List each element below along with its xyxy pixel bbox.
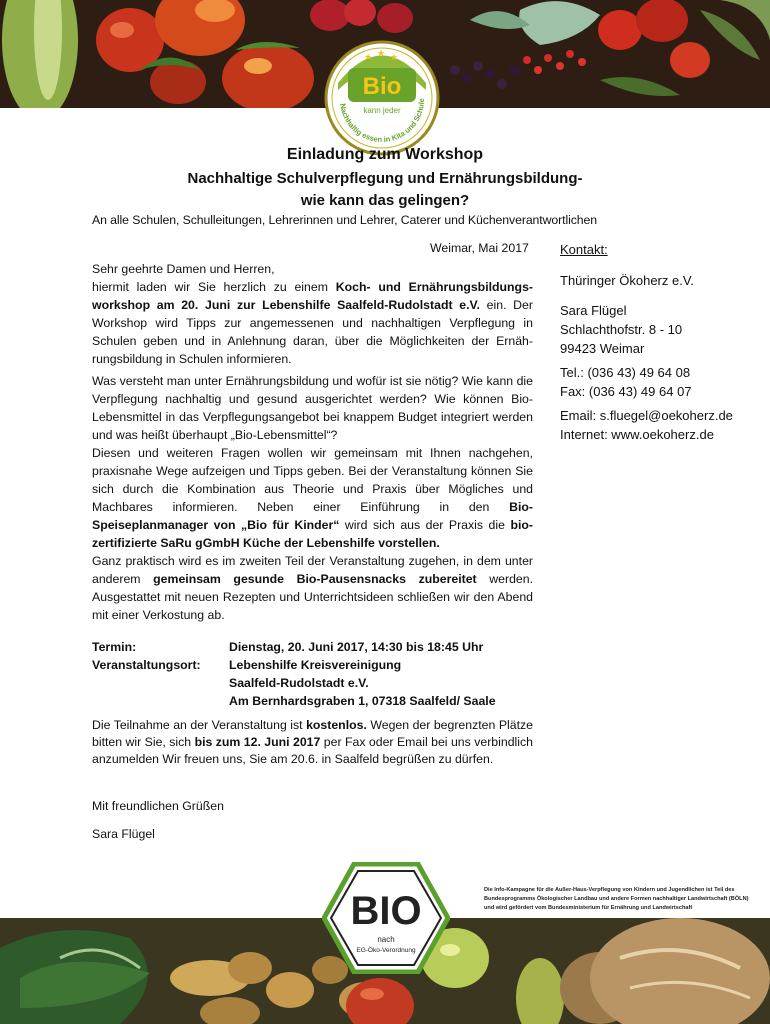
contact-block <box>560 240 765 444</box>
contact-tel[interactable]: Tel.: (036 43) 49 64 08 <box>560 365 691 380</box>
bio-kann-jeder-badge <box>322 38 442 158</box>
paragraph-2: Was versteht man unter Ernährungsbildung und wofür ist sie nötig? Wie kann die Verpflegung nachhaltig und gesund ausgerichtet werden? Wie können Bio-Lebensmittel in das Verpflegungsangebot bei knappem Budget integriert werden und was heißt überhaupt „Bio-Lebensmittel“? <box>92 374 533 442</box>
reg-deadline: bis zum 12. Juni 2017 <box>194 735 321 749</box>
bio-badge-icon <box>322 38 442 158</box>
place-date: Weimar, Mai 2017 <box>430 241 529 255</box>
contact-heading: Kontakt: <box>560 242 608 257</box>
letter-body <box>92 260 533 624</box>
venue-line-3: Am Bernhardsgraben 1, 07318 Saalfeld/ Saale <box>229 694 496 708</box>
venue-row <box>92 656 552 674</box>
p4-text-a: Ganz praktisch wird es im zweiten Teil der Veranstaltung zugehen, in dem unter anderem <box>92 554 533 586</box>
page-subtitle <box>150 168 620 212</box>
p4-highlight: gemeinsam gesunde Bio-Pausensnacks zubereitet <box>153 572 477 586</box>
seal-line-2: EG-Öko-Verordnung <box>356 947 416 954</box>
bio-seal-icon <box>322 862 450 974</box>
subtitle-line-2: wie kann das gelingen? <box>300 192 470 209</box>
paragraph-3 <box>92 444 533 552</box>
svg-text:★: ★ <box>377 49 386 59</box>
p3-text-c: wird sich aus der Praxis die <box>339 518 511 532</box>
venue-row-3 <box>92 692 552 710</box>
termin-row <box>92 638 552 656</box>
contact-street: Schlachthofstr. 8 - 10 <box>560 322 683 337</box>
greeting: Sehr geehrte Damen und Herren, <box>92 262 275 276</box>
svg-text:★: ★ <box>390 53 399 63</box>
contact-fax: Fax: (036 43) 49 64 07 <box>560 384 692 399</box>
audience-line: An alle Schulen, Schulleitungen, Lehrerinnen und Lehrer, Caterer und Küchenverantwortlichen <box>92 213 597 227</box>
termin-value: Dienstag, 20. Juni 2017, 14:30 bis 18:45 Uhr <box>229 640 484 654</box>
reg-text-e: per Fax oder Email bei uns verbindlich anzumelden Wir freuen uns, Sie am 20.6. in Saalfeld begrüßen zu dürfen. <box>92 735 533 766</box>
paragraph-4 <box>92 552 533 624</box>
contact-email[interactable]: Email: s.fluegel@oekoherz.de <box>560 408 733 423</box>
p4-text-c: werden. Ausgestattet mit neuen Rezepten und Unterrichtsideen schließen wir den Abend mit einer Verkostung ab. <box>92 572 534 622</box>
contact-name: Sara Flügel <box>560 303 627 318</box>
registration-note <box>92 717 533 768</box>
p1-text-c: ein. Der Workshop wird Tipps zur angemessenen und nachhaltigen Verpflegung in Schulen geben und in Anlehnung daran, über die Möglichkeiten der Ernäh-rungsbildung in Schulen informieren. <box>92 298 533 366</box>
venue-line-1: Lebenshilfe Kreisvereinigung <box>229 658 402 672</box>
contact-internet[interactable]: Internet: www.oekoherz.de <box>560 427 714 442</box>
svg-text:★: ★ <box>364 53 373 63</box>
venue-spacer-2 <box>92 692 229 710</box>
reg-text-a: Die Teilnahme an der Veranstaltung ist <box>92 718 307 732</box>
venue-spacer <box>92 674 229 692</box>
p3-highlight-b: Bio-Speiseplanmanager von „Bio für Kinder“ <box>92 500 533 532</box>
seal-word: BIO <box>350 889 422 933</box>
venue-line-2: Saalfeld-Rudolstadt e.V. <box>229 676 369 690</box>
p1-text-a: hiermit laden wir Sie herzlich zu einem <box>92 280 336 294</box>
closing: Mit freundlichen Grüßen <box>92 799 224 813</box>
paragraph-1 <box>92 278 533 368</box>
page-title: Einladung zum Workshop <box>286 146 484 163</box>
reg-free: kostenlos. <box>306 718 367 732</box>
p3-text-a: Diesen und weiteren Fragen wollen wir gemeinsam mit Ihnen nachgehen, praxisnahe Wege aufzeigen und Tipps geben. Bei der Veranstaltung können Sie sich durch die Kombination aus Theorie und Praxis über Mögliches und Machbares informieren. Neben einer Einführung in den <box>92 446 533 514</box>
termin-label: Termin: <box>92 640 137 654</box>
bio-seal <box>322 862 450 974</box>
badge-tagline: kann jeder <box>363 106 401 115</box>
reg-text-c: Wegen der begrenzten Plätze bitten wir Sie, sich <box>92 718 533 749</box>
signature: Sara Flügel <box>92 827 155 841</box>
badge-word: Bio <box>362 73 402 100</box>
venue-label: Veranstaltungsort: <box>92 658 201 672</box>
seal-line-1: nach <box>377 935 395 944</box>
event-details <box>92 638 552 710</box>
contact-org: Thüringer Ökoherz e.V. <box>560 273 694 288</box>
contact-city: 99423 Weimar <box>560 341 645 356</box>
venue-row-2 <box>92 674 552 692</box>
badge-ring-text: Nachhaltig essen in Kita und Schule <box>338 98 427 145</box>
registration-paragraph <box>92 717 533 768</box>
p3-highlight-d: bio-zertifizierte SaRu gGmbH Küche der Lebenshilfe vorstellen. <box>92 518 533 550</box>
funding-note: Die Info-Kampagne für die Außer-Haus-Verpflegung von Kindern und Jugendlichen ist Teil des Bundesprogramms Ökologischer Landbau und andere Formen nachhaltiger Landwirtschaft (BÖLN) und wird gefördert vom Bundesministerium für Ernährung und Landwirtschaft <box>484 887 749 911</box>
p1-highlight: Koch- und Ernährungsbildungs-workshop am 20. Juni zur Lebenshilfe Saalfeld-Rudolstadt e.V. <box>92 280 534 312</box>
subtitle-line-1: Nachhaltige Schulverpflegung und Ernährungsbildung- <box>187 170 583 187</box>
